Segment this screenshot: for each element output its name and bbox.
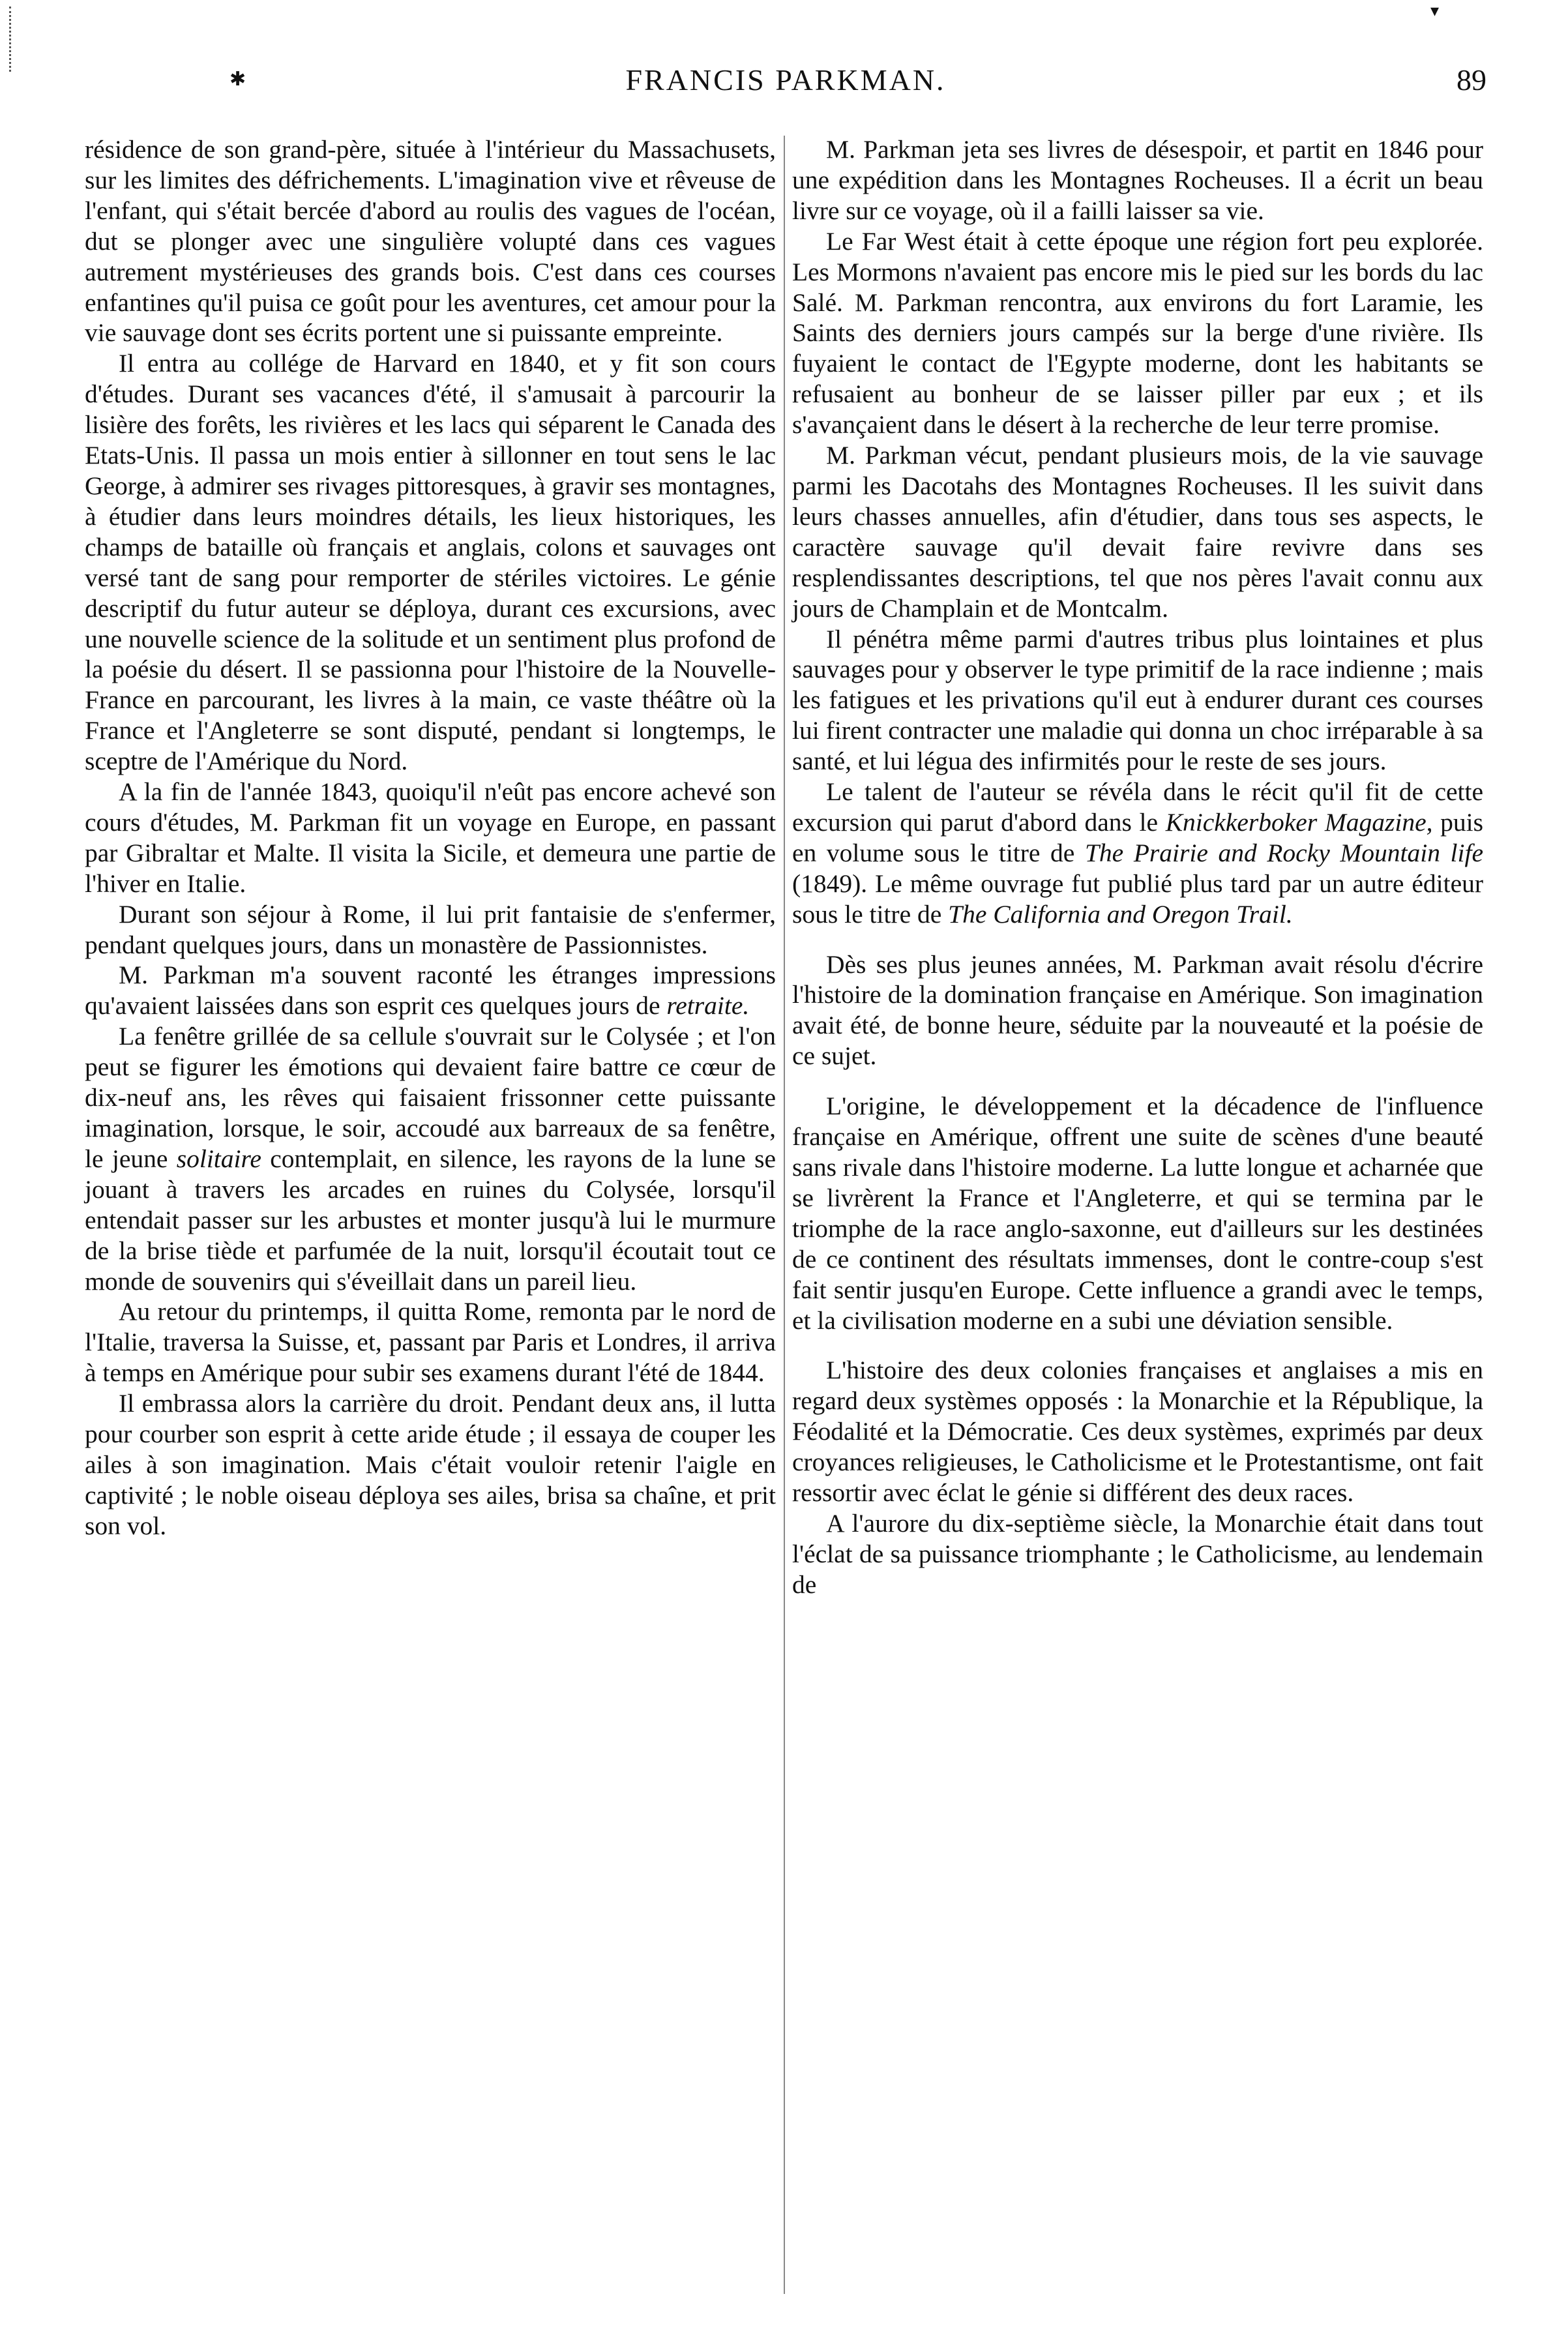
text-run: (1849). Le même ouvrage fut publié plus tard par un autre éditeur sous le titre de	[792, 869, 1483, 929]
paragraph: L'origine, le développement et la décadence de l'influence française en Amérique, offrent une suite de scènes d'une beauté sans rivale dans l'histoire moderne. La lutte longue et acharnée que se livrèrent la France et l'Angleterre, et qui se termina par le triomphe de la race anglo-saxonne, eut d'ailleurs sur les destinées de ce continent des résultats immenses, dont le contre-coup s'est fait sentir jusqu'en Europe. Cette influence a grandi avec le temps, et la civilisation moderne en a subi une déviation sensible.	[792, 1092, 1483, 1335]
page-title: FRANCIS PARKMAN.	[625, 63, 946, 97]
italic-text: solitaire	[176, 1144, 261, 1173]
paragraph: M. Parkman vécut, pendant plusieurs mois, de la vie sauvage parmi les Dacotahs des Montagnes Rocheuses. Il les suivit dans leurs chasses annuelles, afin d'étudier, dans tous ses aspects, le caractère sauvage qu'il devait faire revivre dans ses resplendissantes descriptions, tel que nos pères l'avait connu aux jours de Champlain et de Montcalm.	[792, 441, 1483, 623]
italic-text: Knickkerboker Magazine,	[1165, 807, 1433, 837]
paragraph	[792, 777, 1483, 930]
paragraph: Durant son séjour à Rome, il lui prit fantaisie de s'enfermer, pendant quelques jours, dans un monastère de Passionnistes.	[85, 899, 776, 959]
page-number: 89	[1457, 63, 1487, 97]
right-column	[792, 134, 1483, 1600]
paragraph: Dès ses plus jeunes années, M. Parkman avait résolu d'écrire l'histoire de la domination française en Amérique. Son imagination avait été, de bonne heure, séduite par la nouveauté et la poésie de ce sujet.	[792, 949, 1483, 1071]
paragraph: L'histoire des deux colonies françaises et anglaises a mis en regard deux systèmes opposés : la Monarchie et la République, la Féodalité et la Démocratie. Ces deux systèmes, exprimés par deux croyances religieuses, le Catholicisme et le Protestantisme, ont fait ressortir avec éclat le génie si différent des deux races.	[792, 1356, 1483, 1508]
left-column	[85, 134, 776, 1541]
italic-text: retraite.	[666, 991, 750, 1020]
text-run: La fenêtre grillée de sa cellule s'ouvrait sur le Colysée ; et l'on peut se figurer les émotions qui devaient faire battre ce cœur de dix-neuf ans, les rêves qui faisaient frissonner cette puissante imagination, lorsque, le soir, accoudé aux barreaux de sa fenêtre, le jeune	[85, 1022, 776, 1173]
paragraph: Il embrassa alors la carrière du droit. Pendant deux ans, il lutta pour courber son esprit à cette aride étude ; il essaya de couper les ailes à son imagination. Mais c'était vouloir retenir l'aigle en captivité ; le noble oiseau déploya ses ailes, brisa sa chaîne, et prit son vol.	[85, 1389, 776, 1540]
paragraph: A la fin de l'année 1843, quoiqu'il n'eût pas encore achevé son cours d'études, M. Parkman fit un voyage en Europe, en passant par Gibraltar et Malte. Il visita la Sicile, et demeura une partie de l'hiver en Italie.	[85, 777, 776, 898]
paragraph: Au retour du printemps, il quitta Rome, remonta par le nord de l'Italie, traversa la Suisse, et, passant par Paris et Londres, il arriva à temps en Amérique pour subir ses examens durant l'été de 1844.	[85, 1297, 776, 1388]
paragraph	[85, 1021, 776, 1296]
text-run: Le talent de l'auteur se révéla dans le récit qu'il fit de cette excursion qui parut d'abord dans le	[792, 777, 1483, 837]
column-divider	[784, 136, 785, 2294]
italic-text: The Prairie and Rocky Mountain life	[1084, 838, 1484, 867]
text-run: contemplait, en silence, les rayons de la lune se jouant à travers les arcades en ruines du Colysée, lorsqu'il entendait passer sur les arbustes et monter jusqu'à lui le murmure de la brise tiède et parfumée de la nuit, lorsqu'il écoutait tout ce monde de souvenirs qui s'éveillait dans un pareil lieu.	[85, 1144, 776, 1296]
paragraph: M. Parkman jeta ses livres de désespoir, et partit en 1846 pour une expédition dans les Montagnes Rocheuses. Il a écrit un beau livre sur ce voyage, où il a failli laisser sa vie.	[792, 135, 1483, 225]
text-run: puis en volume sous le titre de	[792, 807, 1483, 867]
running-head	[85, 63, 1487, 108]
paragraph: Le Far West était à cette époque une région fort peu explorée. Les Mormons n'avaient pas encore mis le pied sur les bords du lac Salé. M. Parkman rencontra, aux environs du fort Laramie, les Saints des derniers jours campés sur la berge d'une rivière. Ils fuyaient le contact de l'Egypte moderne, dont les habitants se refusaient au bonheur de se laisser piller par eux ; et ils s'avançaient dans le désert à la recherche de leur terre promise.	[792, 226, 1483, 439]
paragraph: résidence de son grand-père, située à l'intérieur du Massachusets, sur les limites des défrichements. L'imagination vive et rêveuse de l'enfant, qui s'était bercée d'abord au roulis des vagues de l'océan, dut se plonger avec une singulière volupté dans ces vagues autrement mystérieuses des grands bois. C'est dans ces courses enfantines qu'il puisa ce goût pour les aventures, cet amour pour la vie sauvage dont ses écrits portent une si puissante empreinte.	[85, 135, 776, 348]
paragraph: Il entra au collége de Harvard en 1840, et y fit son cours d'études. Durant ses vacances d'été, il s'amusait à parcourir la lisière des forêts, les rivières et les lacs qui séparent le Canada des Etats-Unis. Il passa un mois entier à sillonner en tout sens le lac George, à admirer ses rivages pittoresques, à gravir ses montagnes, à étudier dans leurs moindres détails, les lieux historiques, les champs de bataille où français et anglais, colons et sauvages ont versé tant de sang pour remporter de stériles victoires. Le génie descriptif du futur auteur se déploya, durant ces excursions, avec une nouvelle science de la solitude et un sentiment plus profond de la poésie du désert. Il se passionna pour l'histoire de la Nouvelle-France en parcourant, les livres à la main, ce vaste théâtre où la France et l'Angleterre se sont disputé, pendant si longtemps, le sceptre de l'Amérique du Nord.	[85, 349, 776, 776]
text-run: M. Parkman m'a souvent raconté les étranges impressions qu'avaient laissées dans son esprit ces quelques jours de	[85, 960, 776, 1020]
margin-dotted-line	[9, 7, 14, 72]
paragraph	[85, 960, 776, 1021]
paragraph: Il pénétra même parmi d'autres tribus plus lointaines et plus sauvages pour y observer le type primitif de la race indienne ; mais les fatigues et les privations qu'il eut à endurer durant ces courses lui firent contracter une maladie qui donna un choc irréparable à sa santé, et lui légua des infirmités pour le reste de ses jours.	[792, 624, 1483, 776]
header-mark: ✱	[229, 68, 246, 90]
paragraph: A l'aurore du dix-septième siècle, la Monarchie était dans tout l'éclat de sa puissance triomphante ; le Catholicisme, au lendemain de	[792, 1508, 1483, 1599]
italic-text: The California and Oregon Trail.	[948, 899, 1293, 929]
corner-mark: ▾	[1430, 1, 1439, 20]
